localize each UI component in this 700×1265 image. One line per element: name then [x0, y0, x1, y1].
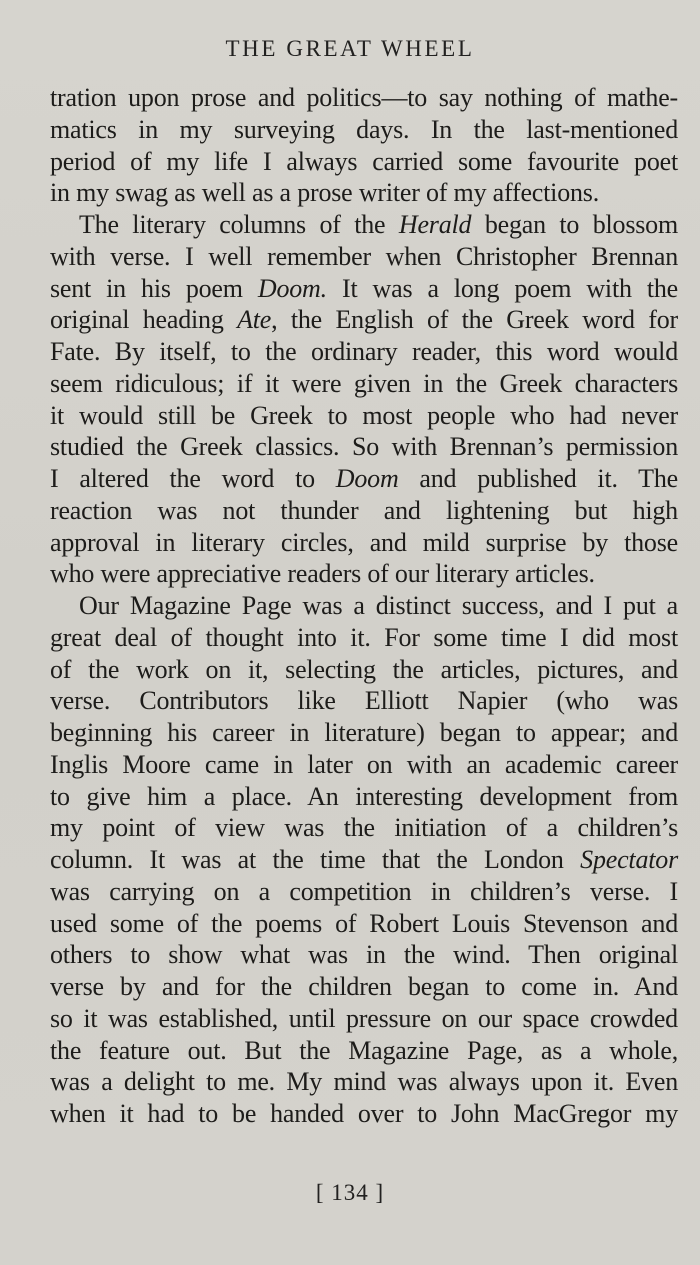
text-run: great deal of thought into it. For some time I did most — [50, 622, 678, 652]
text-run: used some of the poems of Robert Louis Stevenson and — [50, 908, 678, 938]
text-run: approval in literary circles, and mild surprise by those — [50, 527, 678, 557]
text-run: was a delight to me. My mind was always upon it. Even — [50, 1067, 678, 1097]
text-line — [50, 241, 678, 273]
text-run: original heading — [50, 305, 238, 335]
text-run: Our Magazine Page was a distinct success, and I put a — [79, 591, 678, 620]
text-line — [50, 939, 678, 971]
running-head: THE GREAT WHEEL — [225, 36, 475, 61]
text-line — [50, 1003, 678, 1035]
text-run: The literary columns of the — [79, 210, 399, 239]
text-run: Fate. By itself, to the ordinary reader, this word would — [50, 337, 678, 366]
text-run: who were appreciative readers of our literary articles. — [50, 559, 595, 589]
text-line — [50, 146, 678, 178]
paragraph — [50, 590, 678, 1130]
text-run: tration upon prose and politics—to say nothing of mathe- — [50, 83, 678, 112]
text-run: Inglis Moore came in later on with an academic career — [50, 749, 678, 779]
text-run: with verse. I well remember when Christopher Brennan — [50, 241, 678, 271]
text-run: verse by and for the children began to come in. And — [50, 972, 678, 1001]
text-line — [50, 431, 678, 463]
text-line — [50, 622, 678, 654]
text-line — [50, 177, 678, 209]
italic-title: Ate — [237, 305, 272, 335]
text-line — [50, 304, 678, 336]
text-line — [50, 336, 678, 368]
text-run: beginning his career in literature) began to appear; and — [50, 718, 678, 747]
text-run: , the English of the Greek word for — [271, 305, 678, 335]
text-line — [50, 114, 678, 146]
text-line — [50, 876, 678, 908]
text-run: others to show what was in the wind. Then original — [50, 940, 678, 970]
text-run: of the work on it, selecting the articles, pictures, and — [50, 654, 678, 684]
italic-title: Doom. — [257, 273, 327, 303]
text-line — [50, 463, 678, 495]
italic-title: Herald — [398, 210, 472, 239]
italic-title: Spectator — [580, 845, 678, 874]
text-line — [50, 558, 678, 590]
text-run: when it had to be handed over to John MacGregor my — [50, 1099, 678, 1128]
text-line — [50, 527, 678, 559]
text-run: It was a long poem with the — [326, 273, 679, 303]
text-run: to give him a place. An interesting development from — [50, 781, 678, 811]
text-run: verse. Contributors like Elliott Napier (who was — [50, 686, 678, 716]
text-run: seem ridiculous; if it were given in the Greek characters — [50, 368, 678, 398]
paragraph — [50, 82, 678, 209]
text-line — [50, 844, 678, 876]
paragraph — [50, 209, 678, 590]
italic-title: Doom — [335, 464, 399, 493]
text-line — [50, 749, 678, 781]
text-run: sent in his poem — [50, 273, 258, 303]
text-run: matics in my surveying days. In the last-mentioned — [50, 114, 678, 144]
text-run: it would still be Greek to most people who had never — [50, 400, 678, 430]
text-line — [50, 812, 678, 844]
text-line — [50, 908, 678, 940]
text-run: and published it. The — [398, 464, 678, 493]
text-line — [50, 400, 678, 432]
text-line — [50, 781, 678, 813]
text-run: studied the Greek classics. So with Brennan’s permission — [50, 432, 678, 462]
text-line — [50, 273, 678, 305]
text-run: in my swag as well as a prose writer of my affections. — [50, 178, 600, 208]
text-line — [50, 82, 678, 114]
text-line — [50, 654, 678, 686]
text-line — [50, 590, 678, 622]
text-run: period of my life I always carried some favourite poet — [50, 146, 678, 176]
text-line — [50, 971, 678, 1003]
text-line — [50, 495, 678, 527]
text-line — [50, 1035, 678, 1067]
text-run: reaction was not thunder and lightening but high — [50, 495, 678, 525]
body-text — [50, 82, 678, 1130]
text-run: column. It was at the time that the London — [50, 845, 581, 874]
text-line — [50, 368, 678, 400]
text-line — [50, 1066, 678, 1098]
text-run: the feature out. But the Magazine Page, as a whole, — [50, 1035, 678, 1065]
text-run: I altered the word to — [50, 464, 336, 493]
text-run: was carrying on a competition in children’s verse. I — [50, 876, 678, 906]
text-run: began to blossom — [471, 210, 678, 239]
page-number: [ 134 ] — [315, 1180, 385, 1205]
text-run: so it was established, until pressure on our space crowded — [50, 1003, 678, 1033]
text-line — [50, 1098, 678, 1130]
text-line — [50, 209, 678, 241]
text-line — [50, 717, 678, 749]
text-line — [50, 685, 678, 717]
text-run: my point of view was the initiation of a children’s — [50, 813, 678, 843]
